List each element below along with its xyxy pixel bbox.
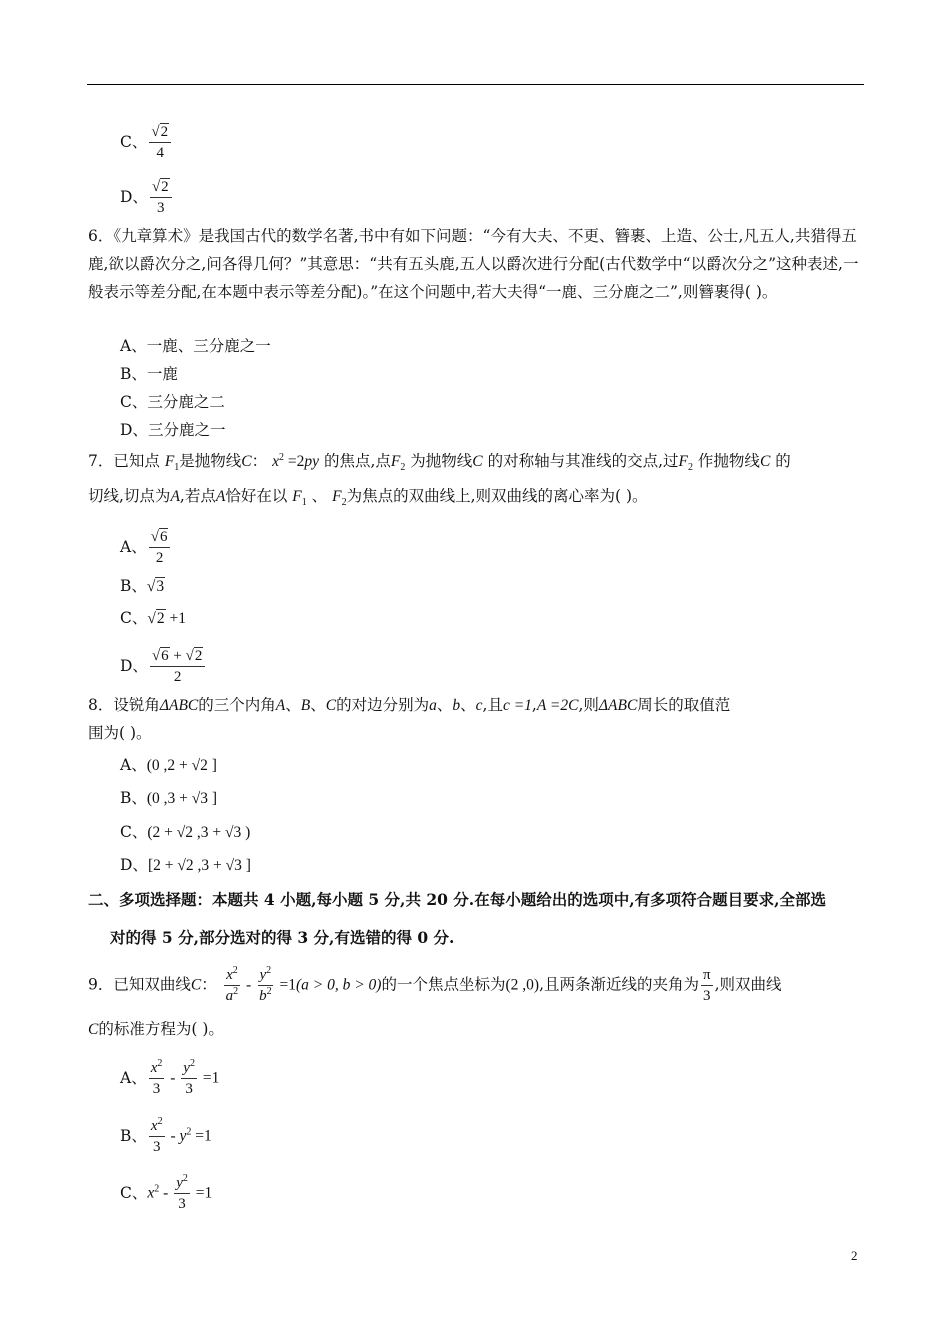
option-fraction: $\frac{√2}{3}$ xyxy=(150,177,172,218)
q5-option-d xyxy=(120,177,174,218)
option-label: D、 xyxy=(120,187,148,206)
question-9-line1: 9．已知双曲线C： $\frac{x^2}{a^2}$ - $\frac{y^2}{b^2}$ =1(a > 0, b > 0)的一个焦点坐标为(2 ,0),且两条渐近线的夹角为 $\frac{\pi}{3}$ ,则双曲线 xyxy=(88,965,782,1004)
q8-option-b: B、(0 ,3 + √3 ] xyxy=(120,789,218,807)
q9-option-a: A、 $\frac{x^2}{3}$ - $\frac{y^2}{3}$ =1 xyxy=(120,1058,220,1097)
section-2-heading xyxy=(88,885,868,953)
q8-option-d: D、[2 + √2 ,3 + √3 ] xyxy=(120,856,251,874)
question-6-text: 6．《九章算术》是我国古代的数学名著,书中有如下问题：“今有大夫、不更、簪裹、上造、公士,凡五人,共猎得五鹿,欲以爵次分之,问各得几何？”其意思：“共有五头鹿,五人以爵次进行分配(古代数学中“以爵次分之”这种表述,一般表示等差分配,在本题中表示等差分配)。”在这个问题中,若大夫得“一鹿、三分鹿之二”,则簪裹得( )。 xyxy=(88,227,859,301)
header-rule xyxy=(87,84,864,85)
q7-option-b: B、√3 xyxy=(120,577,165,595)
question-8-line1: 8．设锐角ΔABC的三个内角A、B、C的对边分别为a、b、c,且c =1,A =2C,则ΔABC周长的取值范 xyxy=(88,696,731,714)
q7-option-d: D、 $\frac{√6 + √2}{2}$ xyxy=(120,646,207,687)
q6-option-d: D、三分鹿之一 xyxy=(120,421,226,439)
q6-option-b: B、一鹿 xyxy=(120,365,178,383)
option-fraction: $\frac{√2}{4}$ xyxy=(149,122,171,163)
option-label: C、 xyxy=(120,132,148,151)
q6-option-c: C、三分鹿之二 xyxy=(120,393,225,411)
q5-option-c xyxy=(120,122,173,163)
q9-option-b: B、 $\frac{x^2}{3}$ - $y^2 =1$ xyxy=(120,1116,212,1155)
question-7-line2: 切线,切点为A,若点A恰好在以 $F_1$ 、 $F_2$为焦点的双曲线上,则双曲线的离心率为( )。 xyxy=(88,487,648,509)
question-7-line1: 7．已知点 $F_1$是抛物线C： $x^2 =2py$ 的焦点,点$F_2$ 为抛物线C 的对称轴与其准线的交点,过$F_2$ 作抛物线C 的 xyxy=(88,451,791,474)
q8-option-a: A、(0 ,2 + √2 ] xyxy=(120,756,217,774)
q6-option-a: A、一鹿、三分鹿之一 xyxy=(120,337,271,355)
q8-option-c: C、(2 + √2 ,3 + √3 ) xyxy=(120,823,251,841)
q7-option-c: C、√2 +1 xyxy=(120,609,187,627)
question-9-line2: C的标准方程为( )。 xyxy=(88,1020,224,1038)
q7-option-a: A、 $\frac{√6}{2}$ xyxy=(120,527,172,568)
page-number: 2 xyxy=(851,1248,858,1263)
q9-option-c: C、$x^2$ - $\frac{y^2}{3}$ =1 xyxy=(120,1173,213,1212)
section-2-line2: 对的得 5 分,部分选对的得 3 分,有选错的得 0 分. xyxy=(110,928,455,947)
question-8-line2: 围为( )。 xyxy=(88,724,152,742)
section-2-line1: 二、多项选择题：本题共 4 小题,每小题 5 分,共 20 分.在每小题给出的选项中,有多项符合题目要求,全部选 xyxy=(88,890,827,909)
